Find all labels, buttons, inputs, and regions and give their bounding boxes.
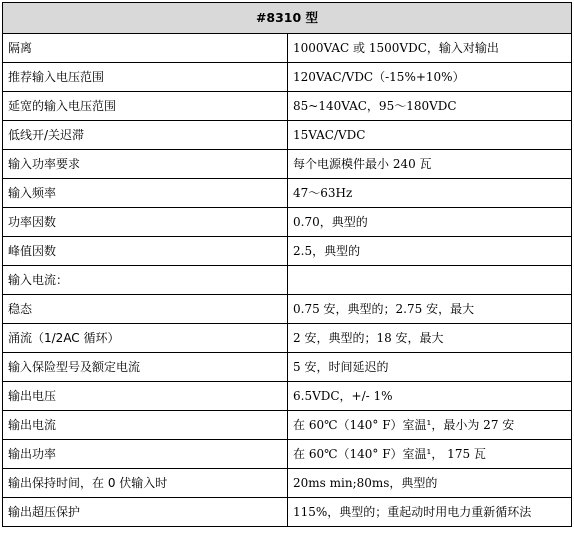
param-cell: 涌流（1/2AC 循环） <box>3 324 288 353</box>
table-header-row <box>3 3 572 34</box>
value-cell: 0.75 安，典型的；2.75 安，最大 <box>288 295 572 324</box>
table-row <box>3 92 572 121</box>
param-cell: 隔离 <box>3 34 288 63</box>
param-cell: 功率因数 <box>3 208 288 237</box>
value-cell: 47～63Hz <box>288 179 572 208</box>
table-row <box>3 440 572 469</box>
param-cell: 输入功率要求 <box>3 150 288 179</box>
param-cell: 输出功率 <box>3 440 288 469</box>
value-cell: 15VAC/VDC <box>288 121 572 150</box>
param-cell: 输出电压 <box>3 382 288 411</box>
table-row <box>3 266 572 295</box>
value-cell: 1000VAC 或 1500VDC，输入对输出 <box>288 34 572 63</box>
value-cell: 每个电源模件最小 240 瓦 <box>288 150 572 179</box>
value-cell: 在 60℃（140° F）室温¹， 175 瓦 <box>288 440 572 469</box>
table-row <box>3 179 572 208</box>
value-cell: 85~140VAC，95～180VDC <box>288 92 572 121</box>
param-cell: 延宽的输入电压范围 <box>3 92 288 121</box>
table-row <box>3 324 572 353</box>
table-row <box>3 150 572 179</box>
param-cell: 输入保险型号及额定电流 <box>3 353 288 382</box>
param-cell: 输出电流 <box>3 411 288 440</box>
table-row <box>3 382 572 411</box>
table-row <box>3 469 572 498</box>
value-cell <box>288 266 572 295</box>
table-row <box>3 208 572 237</box>
value-cell: 在 60℃（140° F）室温¹，最小为 27 安 <box>288 411 572 440</box>
table-row <box>3 34 572 63</box>
table-row <box>3 121 572 150</box>
table-row <box>3 498 572 527</box>
param-cell: 输出超压保护 <box>3 498 288 527</box>
param-cell: 低线开/关迟滞 <box>3 121 288 150</box>
table-row <box>3 411 572 440</box>
param-cell: 峰值因数 <box>3 237 288 266</box>
table-row <box>3 295 572 324</box>
value-cell: 20ms min;80ms，典型的 <box>288 469 572 498</box>
table-title: #8310 型 <box>3 3 572 34</box>
value-cell: 2 安，典型的；18 安，最大 <box>288 324 572 353</box>
table-row <box>3 63 572 92</box>
value-cell: 120VAC/VDC（-15%+10%） <box>288 63 572 92</box>
param-cell: 输出保持时间，在 0 伏输入时 <box>3 469 288 498</box>
value-cell: 2.5，典型的 <box>288 237 572 266</box>
table-body <box>3 34 572 527</box>
table-row <box>3 353 572 382</box>
value-cell: 115%，典型的；重起动时用电力重新循环法 <box>288 498 572 527</box>
value-cell: 6.5VDC，+/- 1% <box>288 382 572 411</box>
param-cell: 推荐输入电压范围 <box>3 63 288 92</box>
value-cell: 5 安，时间延迟的 <box>288 353 572 382</box>
param-cell: 稳态 <box>3 295 288 324</box>
value-cell: 0.70，典型的 <box>288 208 572 237</box>
spec-table <box>2 2 572 527</box>
table-row <box>3 237 572 266</box>
param-cell: 输入频率 <box>3 179 288 208</box>
param-cell: 输入电流： <box>3 266 288 295</box>
